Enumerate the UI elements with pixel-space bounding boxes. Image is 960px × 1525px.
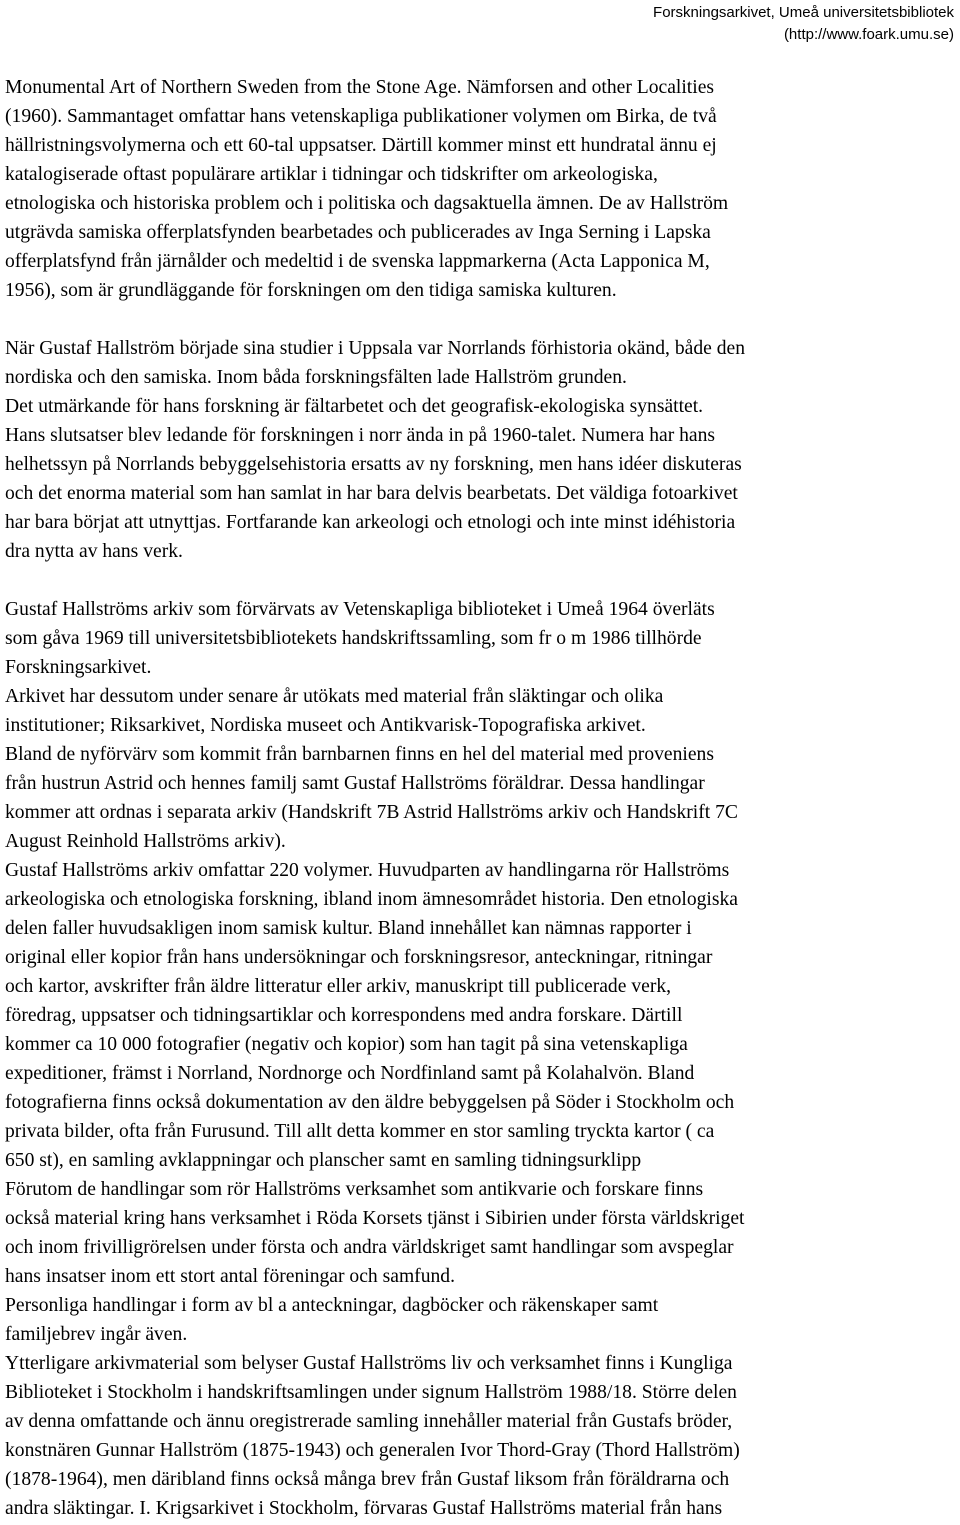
text-line: familjebrev ingår även. xyxy=(5,1324,188,1345)
text-line: konstnären Gunnar Hallström (1875-1943) och generalen Ivor Thord-Gray (Thord Hallström) xyxy=(5,1440,740,1461)
text-line: hans insatser inom ett stort antal föreningar och samfund. xyxy=(5,1266,455,1287)
text-line: offerplatsfynd från järnålder och medeltid i de svenska lappmarkerna (Acta Lapponica M, xyxy=(5,251,710,272)
text-line: institutioner; Riksarkivet, Nordiska museet och Antikvarisk-Topografiska arkivet. xyxy=(5,715,646,736)
text-line: dra nytta av hans verk. xyxy=(5,541,183,562)
text-line: andra släktingar. I. Krigsarkivet i Stockholm, förvaras Gustaf Hallströms material från hans xyxy=(5,1498,723,1519)
text-line: etnologiska och historiska problem och i politiska och dagsaktuella ämnen. De av Hallström xyxy=(5,193,729,214)
text-line: också material kring hans verksamhet i Röda Korsets tjänst i Sibirien under första världskriget xyxy=(5,1208,745,1229)
text-line: har bara börjat att utnyttjas. Fortfarande kan arkeologi och etnologi och inte minst idéhistoria xyxy=(5,512,736,533)
text-line: kommer att ordnas i separata arkiv (Handskrift 7B Astrid Hallströms arkiv och Handskrift 7C xyxy=(5,802,738,823)
text-line: Biblioteket i Stockholm i handskriftsamlingen under signum Hallström 1988/18. Större delen xyxy=(5,1382,737,1403)
text-line: utgrävda samiska offerplatsfynden bearbetades och publicerades av Inga Serning i Lapska xyxy=(5,222,711,243)
text-line: och inom frivilligrörelsen under första och andra världskriget samt handlingar som avspeglar xyxy=(5,1237,734,1258)
text-line: 650 st), en samling avklappningar och planscher samt en samling tidningsurklipp xyxy=(5,1150,642,1171)
text-line: Gustaf Hallströms arkiv omfattar 220 volymer. Huvudparten av handlingarna rör Hallströms xyxy=(5,860,730,881)
page-header xyxy=(653,2,954,46)
text-line: Forskningsarkivet. xyxy=(5,657,152,678)
text-line: föredrag, uppsatser och tidningsartiklar och korrespondens med andra forskare. Därtill xyxy=(5,1005,683,1026)
text-line: helhetssyn på Norrlands bebyggelsehistoria ersatts av ny forskning, men hans idéer diskuteras xyxy=(5,454,742,475)
text-line: Bland de nyförvärv som kommit från barnbarnen finns en hel del material med proveniens xyxy=(5,744,714,765)
text-line: original eller kopior från hans undersökningar och forskningsresor, anteckningar, ritningar xyxy=(5,947,713,968)
text-line: Gustaf Hallströms arkiv som förvärvats av Vetenskapliga biblioteket i Umeå 1964 överläts xyxy=(5,599,715,620)
paragraph-gap xyxy=(5,305,957,334)
header-link[interactable]: (http://www.foark.umu.se) xyxy=(783,26,954,43)
text-line: Arkivet har dessutom under senare år utökats med material från släktingar och olika xyxy=(5,686,664,707)
text-line: När Gustaf Hallström började sina studier i Uppsala var Norrlands förhistoria okänd, både den xyxy=(5,338,745,359)
text-line: Förutom de handlingar som rör Hallströms verksamhet som antikvarie och forskare finns xyxy=(5,1179,704,1200)
text-line: hällristningsvolymerna och ett 60-tal uppsatser. Därtill kommer minst ett hundratal ännu ej xyxy=(5,135,717,156)
header-institution: Forskningsarkivet, Umeå universitetsbibliotek xyxy=(653,4,954,21)
text-line: delen faller huvudsakligen inom samisk kultur. Bland innehållet kan nämnas rapporter i xyxy=(5,918,692,939)
text-line: privata bilder, ofta från Furusund. Till allt detta kommer en stor samling tryckta kartor ( ca xyxy=(5,1121,715,1142)
text-line: Monumental Art of Northern Sweden from the Stone Age. Nämforsen and other Localities xyxy=(5,77,715,98)
text-line: (1878-1964), men däribland finns också många brev från Gustaf liksom från föräldrarna och xyxy=(5,1469,730,1490)
text-line: Personliga handlingar i form av bl a anteckningar, dagböcker och räkenskaper samt xyxy=(5,1295,659,1316)
text-line: Hans slutsatser blev ledande för forskningen i norr ända in på 1960-talet. Numera har hans xyxy=(5,425,716,446)
text-line: expeditioner, främst i Norrland, Nordnorge och Nordfinland samt på Kolahalvön. Bland xyxy=(5,1063,695,1084)
text-line: Ytterligare arkivmaterial som belyser Gustaf Hallströms liv och verksamhet finns i Kungliga xyxy=(5,1353,733,1374)
text-line: nordiska och den samiska. Inom båda forskningsfälten lade Hallström grunden. xyxy=(5,367,627,388)
text-line: av denna omfattande och ännu oregistrerade samling innehåller material från Gustafs bröder, xyxy=(5,1411,733,1432)
text-line: arkeologiska och etnologiska forskning, ibland inom ämnesområdet historia. Den etnologiska xyxy=(5,889,738,910)
text-line: fotografierna finns också dokumentation av den äldre bebyggelsen på Söder i Stockholm och xyxy=(5,1092,735,1113)
text-line: (1960). Sammantaget omfattar hans vetenskapliga publikationer volymen om Birka, de två xyxy=(5,106,717,127)
text-line: från hustrun Astrid och hennes familj samt Gustaf Hallströms föräldrar. Dessa handlingar xyxy=(5,773,705,794)
text-line: August Reinhold Hallströms arkiv). xyxy=(5,831,286,852)
text-line: 1956), som är grundläggande för forskningen om den tidiga samiska kulturen. xyxy=(5,280,617,301)
text-line: kommer ca 10 000 fotografier (negativ och kopior) som han tagit på sina vetenskapliga xyxy=(5,1034,688,1055)
text-line: och kartor, avskrifter från äldre litteratur eller arkiv, manuskript till publicerade verk, xyxy=(5,976,672,997)
text-line: som gåva 1969 till universitetsbibliotekets handskriftssamling, som fr o m 1986 tillhörde xyxy=(5,628,702,649)
text-line: och det enorma material som han samlat in har bara delvis bearbetats. Det väldiga fotoarkivet xyxy=(5,483,738,504)
text-line: Det utmärkande för hans forskning är fältarbetet och det geografisk-ekologiska synsättet. xyxy=(5,396,704,417)
paragraph-gap xyxy=(5,566,957,595)
text-line: katalogiserade oftast populärare artiklar i tidningar och tidskrifter om arkeologiska, xyxy=(5,164,658,185)
document-body xyxy=(5,73,957,1523)
